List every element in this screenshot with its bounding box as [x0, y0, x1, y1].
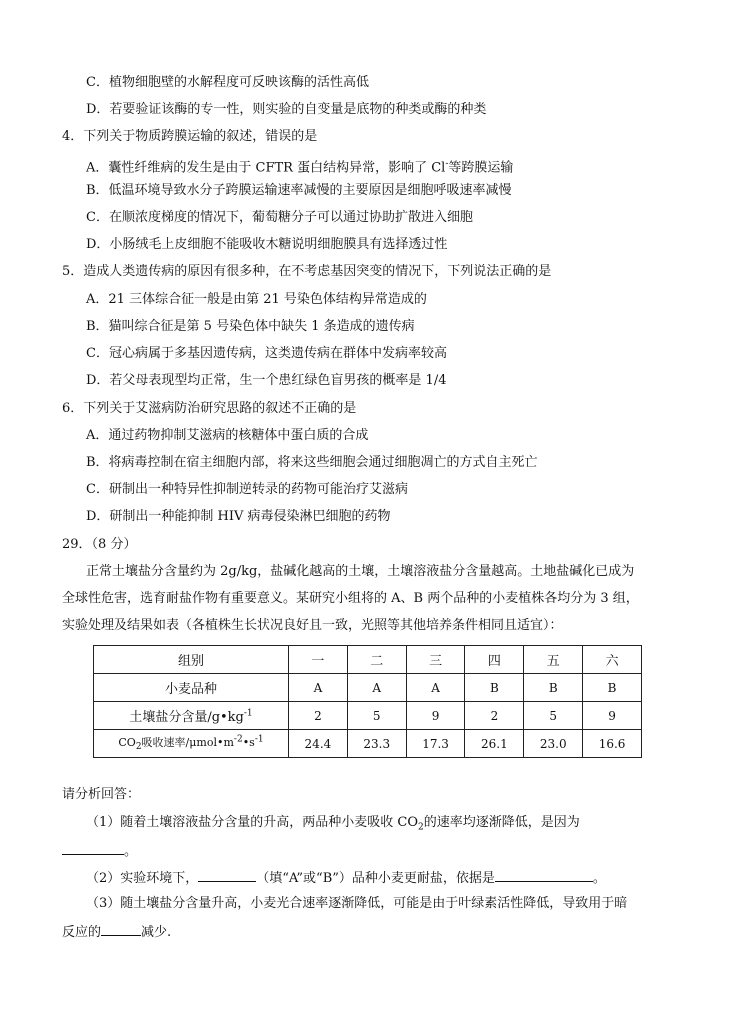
q6-option-d: D．研制出一种能抑制 HIV 病毒侵染淋巴细胞的药物 [86, 509, 391, 524]
q4-option-b: B．低温环境导致水分子跨膜运输速率减慢的主要原因是细胞呼吸速率减慢 [86, 183, 512, 198]
salt-cell: 9 [583, 702, 642, 730]
co2-cell: 26.1 [465, 730, 524, 758]
salt-cell: 9 [406, 702, 465, 730]
answer-blank[interactable] [198, 869, 256, 882]
q5-stem: 5．造成人类遗传病的原因有很多种，在不考虑基因突变的情况下，下列说法正确的是 [62, 264, 552, 279]
salt-cell: 5 [524, 702, 583, 730]
q5-option-d: D．若父母表现型均正常，生一个患红绿色盲男孩的概率是 1/4 [86, 373, 447, 388]
variety-cell: A [347, 674, 406, 702]
salt-cell: 2 [465, 702, 524, 730]
group-cell: 五 [524, 646, 583, 674]
co2-cell: 23.0 [524, 730, 583, 758]
variety-cell: A [289, 674, 348, 702]
row-label-salt: 土壤盐分含量$/g•kg^{-1}$ [94, 702, 289, 730]
q5-option-c: C．冠心病属于多基因遗传病，这类遗传病在群体中发病率较高 [86, 346, 447, 361]
group-cell: 四 [465, 646, 524, 674]
answer-blank[interactable] [62, 842, 124, 855]
q29-paragraph-line3: 实验处理及结果如表（各植株生长状况良好且一致，光照等其他培养条件相同且适宜）： [62, 618, 563, 633]
q29-paragraph-line2: 全球性危害，选育耐盐作物有重要意义。某研究小组将的 A、B 两个品种的小麦植株各均分为 3 组， [62, 591, 639, 606]
row-label-co2: $CO_2$吸收速率$/\mu mol•m^{-2}•s^{-1}$ [94, 730, 289, 758]
co2-cell: 16.6 [583, 730, 642, 758]
group-cell: 一 [289, 646, 348, 674]
q4-option-a: A．囊性纤维病的发生是由于 CFTR 蛋白结构异常，影响了 Cl-等跨膜运输 [86, 159, 514, 176]
variety-cell: B [524, 674, 583, 702]
q29-sub1-answer-line: 。 [62, 842, 137, 860]
co2-cell: 24.4 [289, 730, 348, 758]
group-cell: 三 [406, 646, 465, 674]
q29-sub2: （2）实验环境下， （填“A”或“B”）品种小麦更耐盐，依据是 。 [86, 871, 606, 886]
results-table [93, 645, 642, 758]
variety-cell: B [583, 674, 642, 702]
variety-cell: B [465, 674, 524, 702]
q29-sub3-line2: 反应的 减少. [62, 925, 172, 940]
table-row-group [94, 646, 642, 674]
q5-option-b: B．猫叫综合征是第 5 号染色体中缺失 1 条造成的遗传病 [86, 319, 415, 334]
group-cell: 二 [347, 646, 406, 674]
q6-option-a: A．通过药物抑制艾滋病的核糖体中蛋白质的合成 [86, 428, 369, 443]
table-row-salt [94, 702, 642, 730]
q29-prompt: 请分析回答： [62, 787, 141, 802]
answer-blank[interactable] [495, 869, 593, 882]
table-row-variety [94, 674, 642, 702]
q4-option-d: D．小肠绒毛上皮细胞不能吸收木糖说明细胞膜具有选择透过性 [86, 237, 448, 252]
q5-option-a: A．21 三体综合征一般是由第 21 号染色体结构异常造成的 [86, 292, 427, 307]
q29-header: 29．（8 分） [62, 537, 137, 552]
q3-option-c: C．植物细胞壁的水解程度可反映该酶的活性高低 [86, 75, 369, 90]
row-label-group: 组别 [94, 646, 289, 674]
row-label-variety: 小麦品种 [94, 674, 289, 702]
co2-cell: 23.3 [347, 730, 406, 758]
q6-option-c: C．研制出一种特异性抑制逆转录的药物可能治疗艾滋病 [86, 482, 408, 497]
answer-blank[interactable] [101, 923, 141, 936]
group-cell: 六 [583, 646, 642, 674]
table-row-co2 [94, 730, 642, 758]
q29-paragraph-line1: 正常土壤盐分含量约为 2g/kg，盐碱化越高的土壤，土壤溶液盐分含量越高。土地盐碱化已成为 [86, 564, 635, 579]
co2-cell: 17.3 [406, 730, 465, 758]
q3-option-d: D．若要验证该酶的专一性，则实验的自变量是底物的种类或酶的种类 [86, 102, 487, 117]
q29-sub3-line1: （3）随土壤盐分含量升高，小麦光合速率逐渐降低，可能是由于叶绿素活性降低，导致用于暗 [86, 896, 628, 911]
q29-sub1: （1）随着土壤溶液盐分含量的升高，两品种小麦吸收 $CO_2$的速率均逐渐降低，是因为 [86, 815, 580, 833]
q4-stem: 4．下列关于物质跨膜运输的叙述，错误的是 [62, 129, 318, 144]
q6-stem: 6．下列关于艾滋病防治研究思路的叙述不正确的是 [62, 401, 357, 416]
q6-option-b: B．将病毒控制在宿主细胞内部，将来这些细胞会通过细胞凋亡的方式自主死亡 [86, 455, 538, 470]
salt-cell: 2 [289, 702, 348, 730]
variety-cell: A [406, 674, 465, 702]
q4-option-c: C．在顺浓度梯度的情况下，葡萄糖分子可以通过协助扩散进入细胞 [86, 210, 473, 225]
salt-cell: 5 [347, 702, 406, 730]
